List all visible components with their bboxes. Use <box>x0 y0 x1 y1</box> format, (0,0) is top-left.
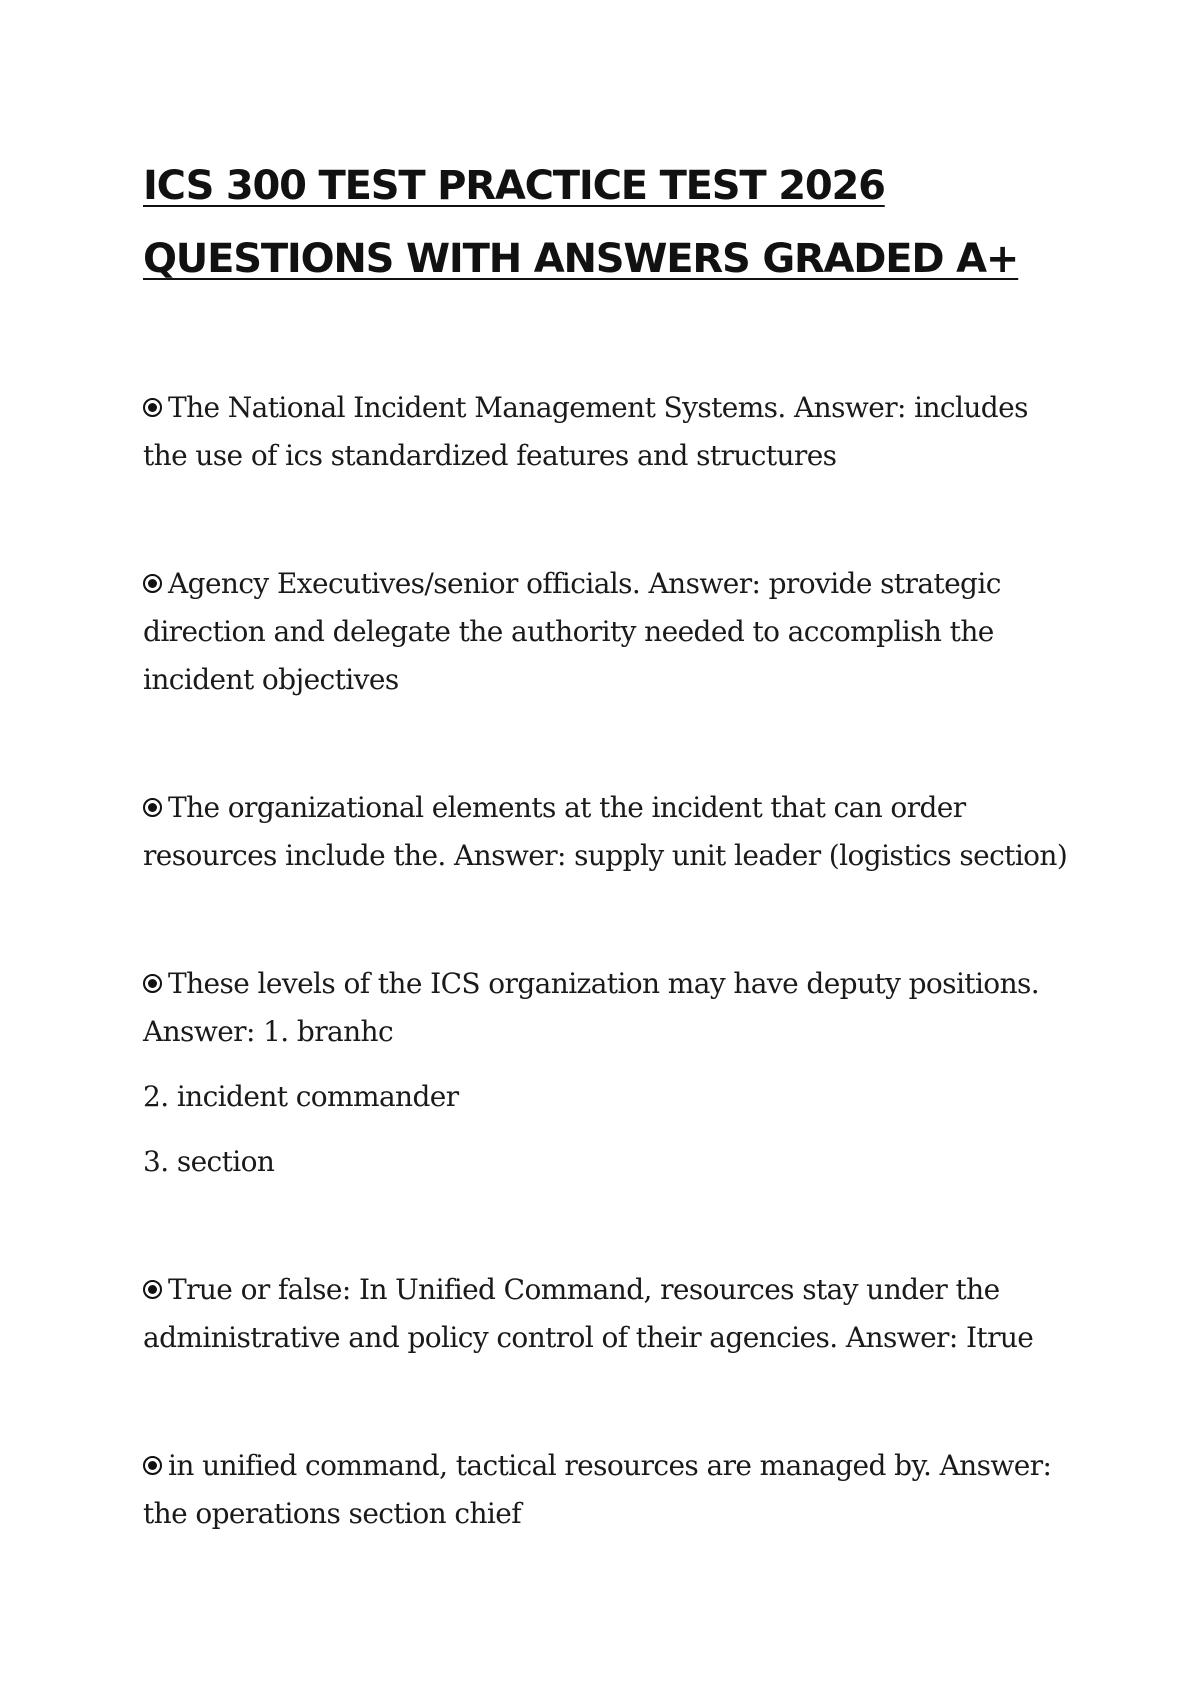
radio-bullet-icon <box>143 1280 162 1299</box>
qa-list <box>143 384 1073 1538</box>
title-line-2: QUESTIONS WITH ANSWERS GRADED A+ <box>143 236 1019 282</box>
qa-text: These levels of the ICS organization may have deputy positions. Answer: 1. branhc <box>143 967 1040 1048</box>
qa-text: The organizational elements at the incident that can order resources include the. Answer: supply unit leader (logistics section) <box>143 791 1068 872</box>
radio-bullet-icon <box>143 398 162 417</box>
radio-bullet-icon <box>143 574 162 593</box>
qa-answer-line: 3. section <box>143 1145 275 1178</box>
qa-text: Agency Executives/senior officials. Answer: provide strategic direction and delegate the authority needed to accomplish the incident objectives <box>143 567 1001 696</box>
qa-item <box>143 1442 1073 1538</box>
qa-item <box>143 960 1073 1186</box>
radio-bullet-icon <box>143 798 162 817</box>
radio-bullet-icon <box>143 1456 162 1475</box>
document-page <box>143 150 1073 1618</box>
qa-item <box>143 1266 1073 1362</box>
title-line-1: ICS 300 TEST PRACTICE TEST 2026 <box>143 163 885 209</box>
qa-text: in unified command, tactical resources are managed by. Answer: the operations section chief <box>143 1449 1052 1530</box>
qa-item <box>143 560 1073 704</box>
qa-item <box>143 384 1073 480</box>
qa-text: The National Incident Management Systems. Answer: includes the use of ics standardized features and structures <box>143 391 1028 472</box>
qa-item <box>143 784 1073 880</box>
qa-answer-line: 2. incident commander <box>143 1080 459 1113</box>
radio-bullet-icon <box>143 974 162 993</box>
document-title <box>143 150 1073 296</box>
qa-text: True or false: In Unified Command, resources stay under the administrative and policy control of their agencies. Answer: Itrue <box>143 1273 1034 1354</box>
